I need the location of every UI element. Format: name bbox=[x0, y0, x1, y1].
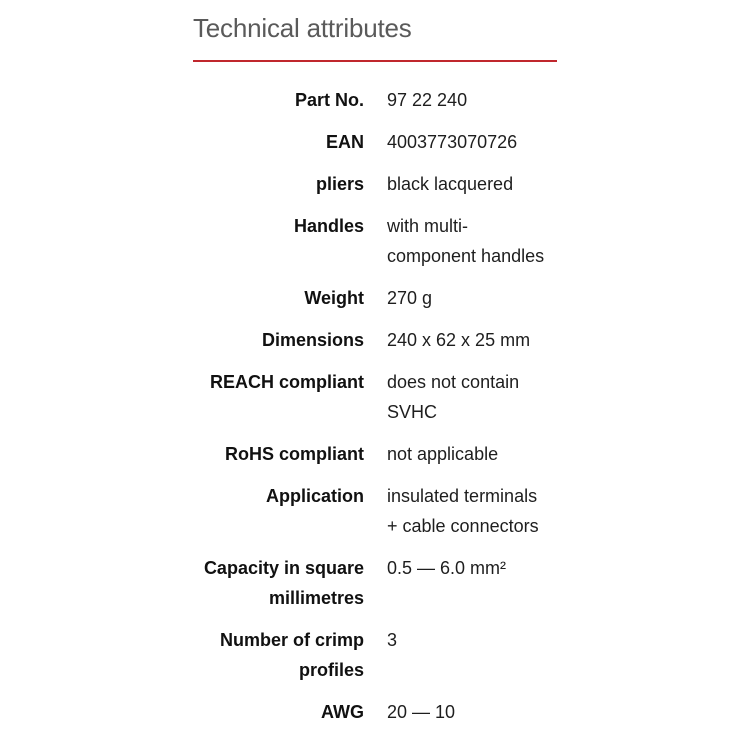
attribute-label: REACH compliant bbox=[209, 372, 364, 392]
attribute-value: 97 22 240 bbox=[387, 90, 468, 110]
attribute-label: RoHS compliant bbox=[224, 444, 364, 464]
attribute-label: Dimensions bbox=[261, 330, 364, 350]
attribute-label: Capacity in square millimetres bbox=[203, 558, 364, 608]
attribute-label: EAN bbox=[325, 132, 364, 152]
attribute-row-pliers bbox=[190, 169, 590, 199]
attribute-label: Part No. bbox=[294, 90, 364, 110]
attribute-value: 0.5 — 6.0 mm² bbox=[387, 558, 507, 578]
attribute-row-rohs bbox=[190, 439, 590, 469]
attribute-row-capacity bbox=[190, 553, 590, 613]
attribute-row-ean bbox=[190, 127, 590, 157]
attribute-row-crimp-profiles bbox=[190, 625, 590, 685]
attribute-row-part-no bbox=[190, 85, 590, 115]
attribute-row-reach bbox=[190, 367, 590, 427]
attribute-value: 240 x 62 x 25 mm bbox=[387, 330, 531, 350]
attribute-value: insulated terminals + cable connectors bbox=[387, 486, 539, 536]
attribute-label: Weight bbox=[304, 288, 364, 308]
attribute-label: Handles bbox=[293, 216, 364, 236]
attribute-row-awg bbox=[190, 697, 590, 727]
section-title: Technical attributes bbox=[193, 13, 412, 43]
attribute-row-weight bbox=[190, 283, 590, 313]
attribute-value: not applicable bbox=[387, 444, 499, 464]
attribute-label: Application bbox=[266, 486, 364, 506]
attribute-row-dimensions bbox=[190, 325, 590, 355]
attribute-label: Number of crimp profiles bbox=[219, 630, 364, 680]
attribute-value: 20 — 10 bbox=[387, 702, 456, 722]
attribute-value: black lacquered bbox=[387, 174, 514, 194]
attribute-value: with multi- component handles bbox=[387, 216, 545, 266]
attribute-value: 4003773070726 bbox=[387, 132, 518, 152]
attribute-row-handles bbox=[190, 211, 590, 271]
attribute-value: 270 g bbox=[387, 288, 433, 308]
attributes-table bbox=[190, 85, 590, 739]
attribute-value: 3 bbox=[387, 630, 398, 650]
attribute-label: AWG bbox=[321, 702, 364, 722]
attribute-value: does not contain SVHC bbox=[387, 372, 520, 422]
title-divider bbox=[193, 60, 557, 62]
attribute-row-application bbox=[190, 481, 590, 541]
attribute-label: pliers bbox=[315, 174, 364, 194]
